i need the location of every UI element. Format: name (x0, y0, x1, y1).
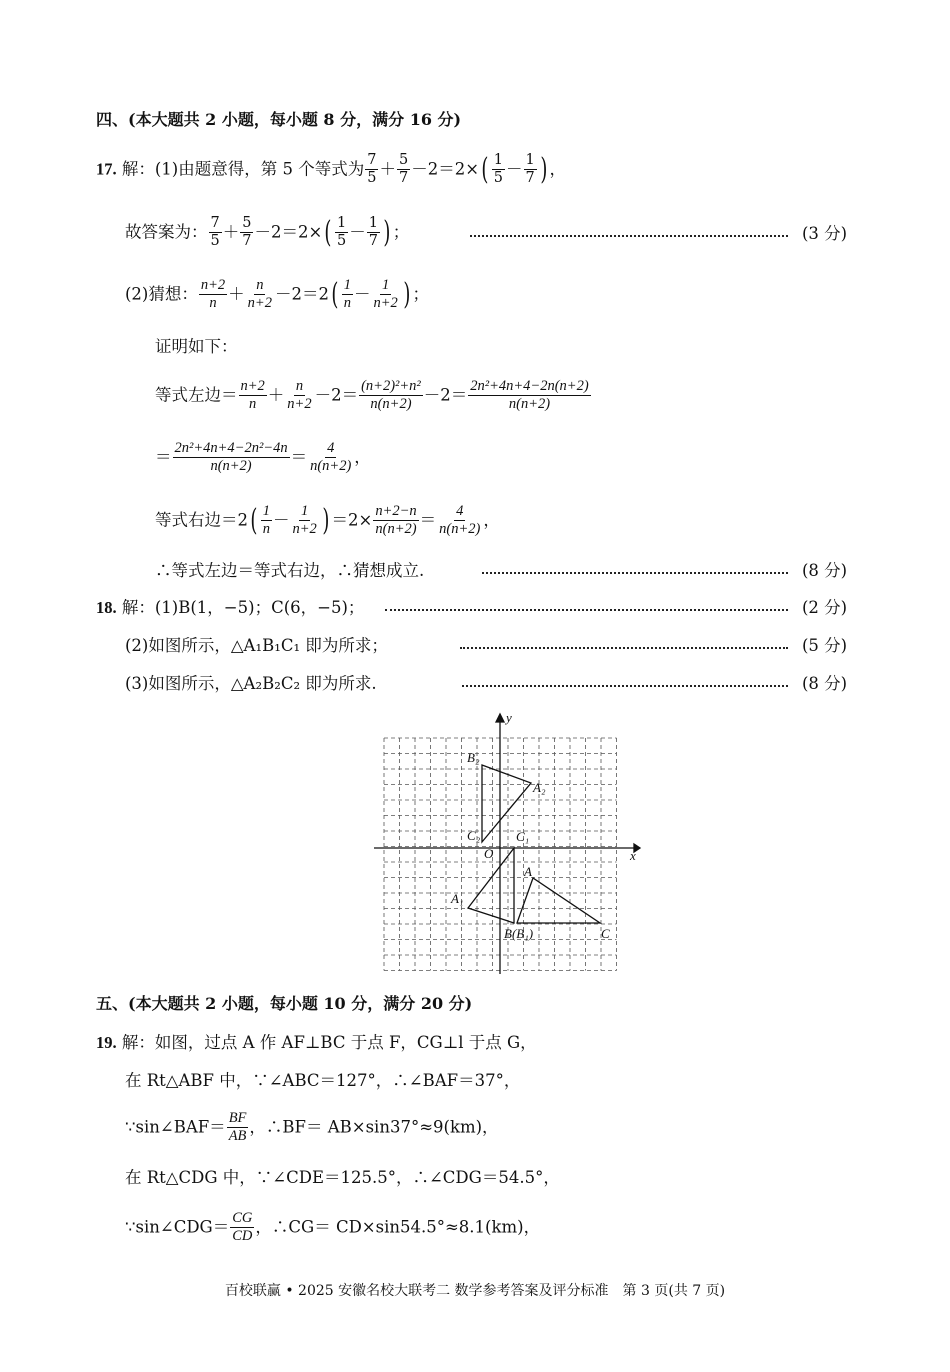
page-footer: 百校联赢 • 2025 安徽名校大联考二 数学参考答案及评分标准 第 3 页(共 7 页) (224, 1283, 726, 1299)
q19-line3: ∵sin∠BAF＝ $\frac{BF}{AB}$ ，∴BF＝ AB×sin37°≈9(km)， (125, 1110, 499, 1145)
fraction: $\frac{1}{5}$ (337, 215, 347, 250)
score-label: (8 分) (802, 561, 848, 580)
q17-number: 17. (96, 159, 117, 179)
q17-guess-line: (2)猜想： $\frac{n+2}{n}$ ＋ $\frac{n}{n+2}$ －2＝2( $\frac{1}{n}$ － $\frac{1}{n+2}$ ) ； (125, 276, 429, 312)
triangle-abc (517, 878, 600, 923)
q18-line3: (3)如图所示，△A₂B₂C₂ 即为所求. (125, 674, 377, 693)
coordinate-grid-figure (372, 710, 642, 978)
fraction: $\frac{\text{2n²+4n+4−2n(n+2)}}{n(n+2)}$ (470, 378, 589, 413)
q17-left-line: 等式左边＝ $\frac{n+2}{n}$ ＋ $\frac{n}{n+2}$ －2＝ $\frac{\text{(n+2)²+n²}}{n(n+2)}$ －2＝ $\frac{\text{2n²+4n+4−2n(n+2)}}{n(n+2)}$ (155, 378, 589, 413)
q17-right-line: 等式右边＝2( $\frac{1}{n}$ － $\frac{1}{n+2}$ ) ＝2× $\frac{n+2-n}{n(n+2)}$ ＝ $\frac{4}{n(n+2)}$ ， (155, 502, 500, 538)
label-c: C (601, 926, 610, 941)
dot-leader (385, 609, 788, 611)
label-a2: A₂ (533, 780, 546, 795)
fraction: $\frac{n}{n+2}$ (247, 277, 272, 312)
dot-leader (482, 572, 788, 574)
x-axis-label: x (630, 848, 636, 863)
score-label: (2 分) (802, 598, 848, 617)
section-5-title: 五、(本大题共 2 小题，每小题 10 分，满分 20 分) (96, 994, 473, 1013)
dot-leader (460, 647, 788, 649)
fraction: $\frac{1}{n+2}$ (373, 277, 398, 312)
q19-number: 19. (96, 1033, 117, 1052)
fraction: $\frac{1}{n+2}$ (292, 503, 317, 538)
dot-leader (470, 235, 788, 237)
y-axis-label: y (506, 710, 512, 725)
fraction: $\frac{CG}{CD}$ (232, 1210, 253, 1245)
fraction: $\frac{7}{5}$ (210, 215, 220, 250)
q18-number: 18. (96, 598, 117, 617)
label-a1: A₁ (451, 891, 464, 906)
fraction: $\frac{4}{n(n+2)}$ (439, 503, 481, 538)
proof-lead: 证明如下： (155, 337, 238, 356)
section-4-title: 四、(本大题共 2 小题，每小题 8 分，满分 16 分) (96, 110, 462, 129)
label-c2: C₂ (467, 828, 481, 843)
fraction: $\frac{1}{n}$ (343, 277, 351, 312)
q17-lead: 解：(1)由题意得，第 5 个等式为 (121, 159, 365, 179)
score-label: (3 分) (802, 224, 848, 243)
fraction: $\frac{1}{5}$ (493, 152, 503, 187)
label-b-b1: B(B₁) (504, 926, 534, 941)
score-label: (5 分) (802, 636, 848, 655)
q19-line4: 在 Rt△CDG 中，∵∠CDE＝125.5°，∴∠CDG＝54.5°， (125, 1168, 560, 1187)
score-label: (8 分) (802, 674, 848, 693)
fraction: $\frac{\text{2n²+4n+4−2n²−4n}}{n(n+2)}$ (174, 440, 288, 475)
fraction: $\frac{n+2}{n}$ (240, 378, 265, 413)
fraction: $\frac{1}{7}$ (368, 215, 378, 250)
label-b2: B₂ (467, 750, 480, 765)
fraction: $\frac{n+2-n}{n(n+2)}$ (375, 503, 417, 538)
q19-line1: 19. 解：如图，过点 A 作 AF⊥BC 于点 F，CG⊥l 于点 G， (96, 1033, 537, 1052)
q17-line1: 17. 解：(1)由题意得，第 5 个等式为 $\frac{7}{5}$ ＋ $\frac{5}{7}$ －2＝2×( $\frac{1}{5}$ － $\frac{1}{7}$ ) ， (96, 151, 566, 187)
q17-left-line2: ＝ $\frac{\text{2n²+4n+4−2n²−4n}}{n(n+2)}$ ＝ $\frac{4}{n(n+2)}$ ， (155, 440, 371, 475)
q19-line2: 在 Rt△ABF 中，∵∠ABC＝127°，∴∠BAF＝37°， (125, 1071, 521, 1090)
label-c1: C₁ (516, 829, 530, 844)
fraction: $\frac{5}{7}$ (398, 152, 409, 187)
dot-leader (462, 685, 788, 687)
q18-line2: (2)如图所示，△A₁B₁C₁ 即为所求； (125, 636, 388, 655)
fraction: $\frac{1}{7}$ (525, 152, 535, 187)
fraction: $\frac{7}{5}$ (367, 152, 377, 187)
fraction: $\frac{\text{(n+2)²+n²}}{n(n+2)}$ (361, 378, 421, 413)
y-axis-arrow-icon (496, 714, 504, 722)
q17-conclusion: ∴等式左边＝等式右边，∴猜想成立. (155, 561, 425, 580)
fraction: $\frac{n}{n+2}$ (287, 378, 312, 413)
fraction: $\frac{1}{n}$ (262, 503, 270, 538)
label-a: A (524, 864, 532, 879)
q17-answer-line: 故答案为： $\frac{7}{5}$ ＋ $\frac{5}{7}$ －2＝2×( $\frac{1}{5}$ － $\frac{1}{7}$ ) ； (125, 214, 410, 250)
fraction: $\frac{n+2}{n}$ (200, 277, 226, 312)
fraction: $\frac{BF}{AB}$ (228, 1110, 247, 1145)
fraction: $\frac{5}{7}$ (242, 215, 252, 250)
origin-label: O (484, 846, 494, 861)
q19-line5: ∵sin∠CDG＝ $\frac{CG}{CD}$ ，∴CG＝ CD×sin54.5°≈8.1(km)， (125, 1210, 541, 1245)
q18-line1: 18. 解：(1)B(1，−5)；C(6，−5)； (96, 598, 365, 617)
fraction: $\frac{4}{n(n+2)}$ (310, 440, 352, 475)
